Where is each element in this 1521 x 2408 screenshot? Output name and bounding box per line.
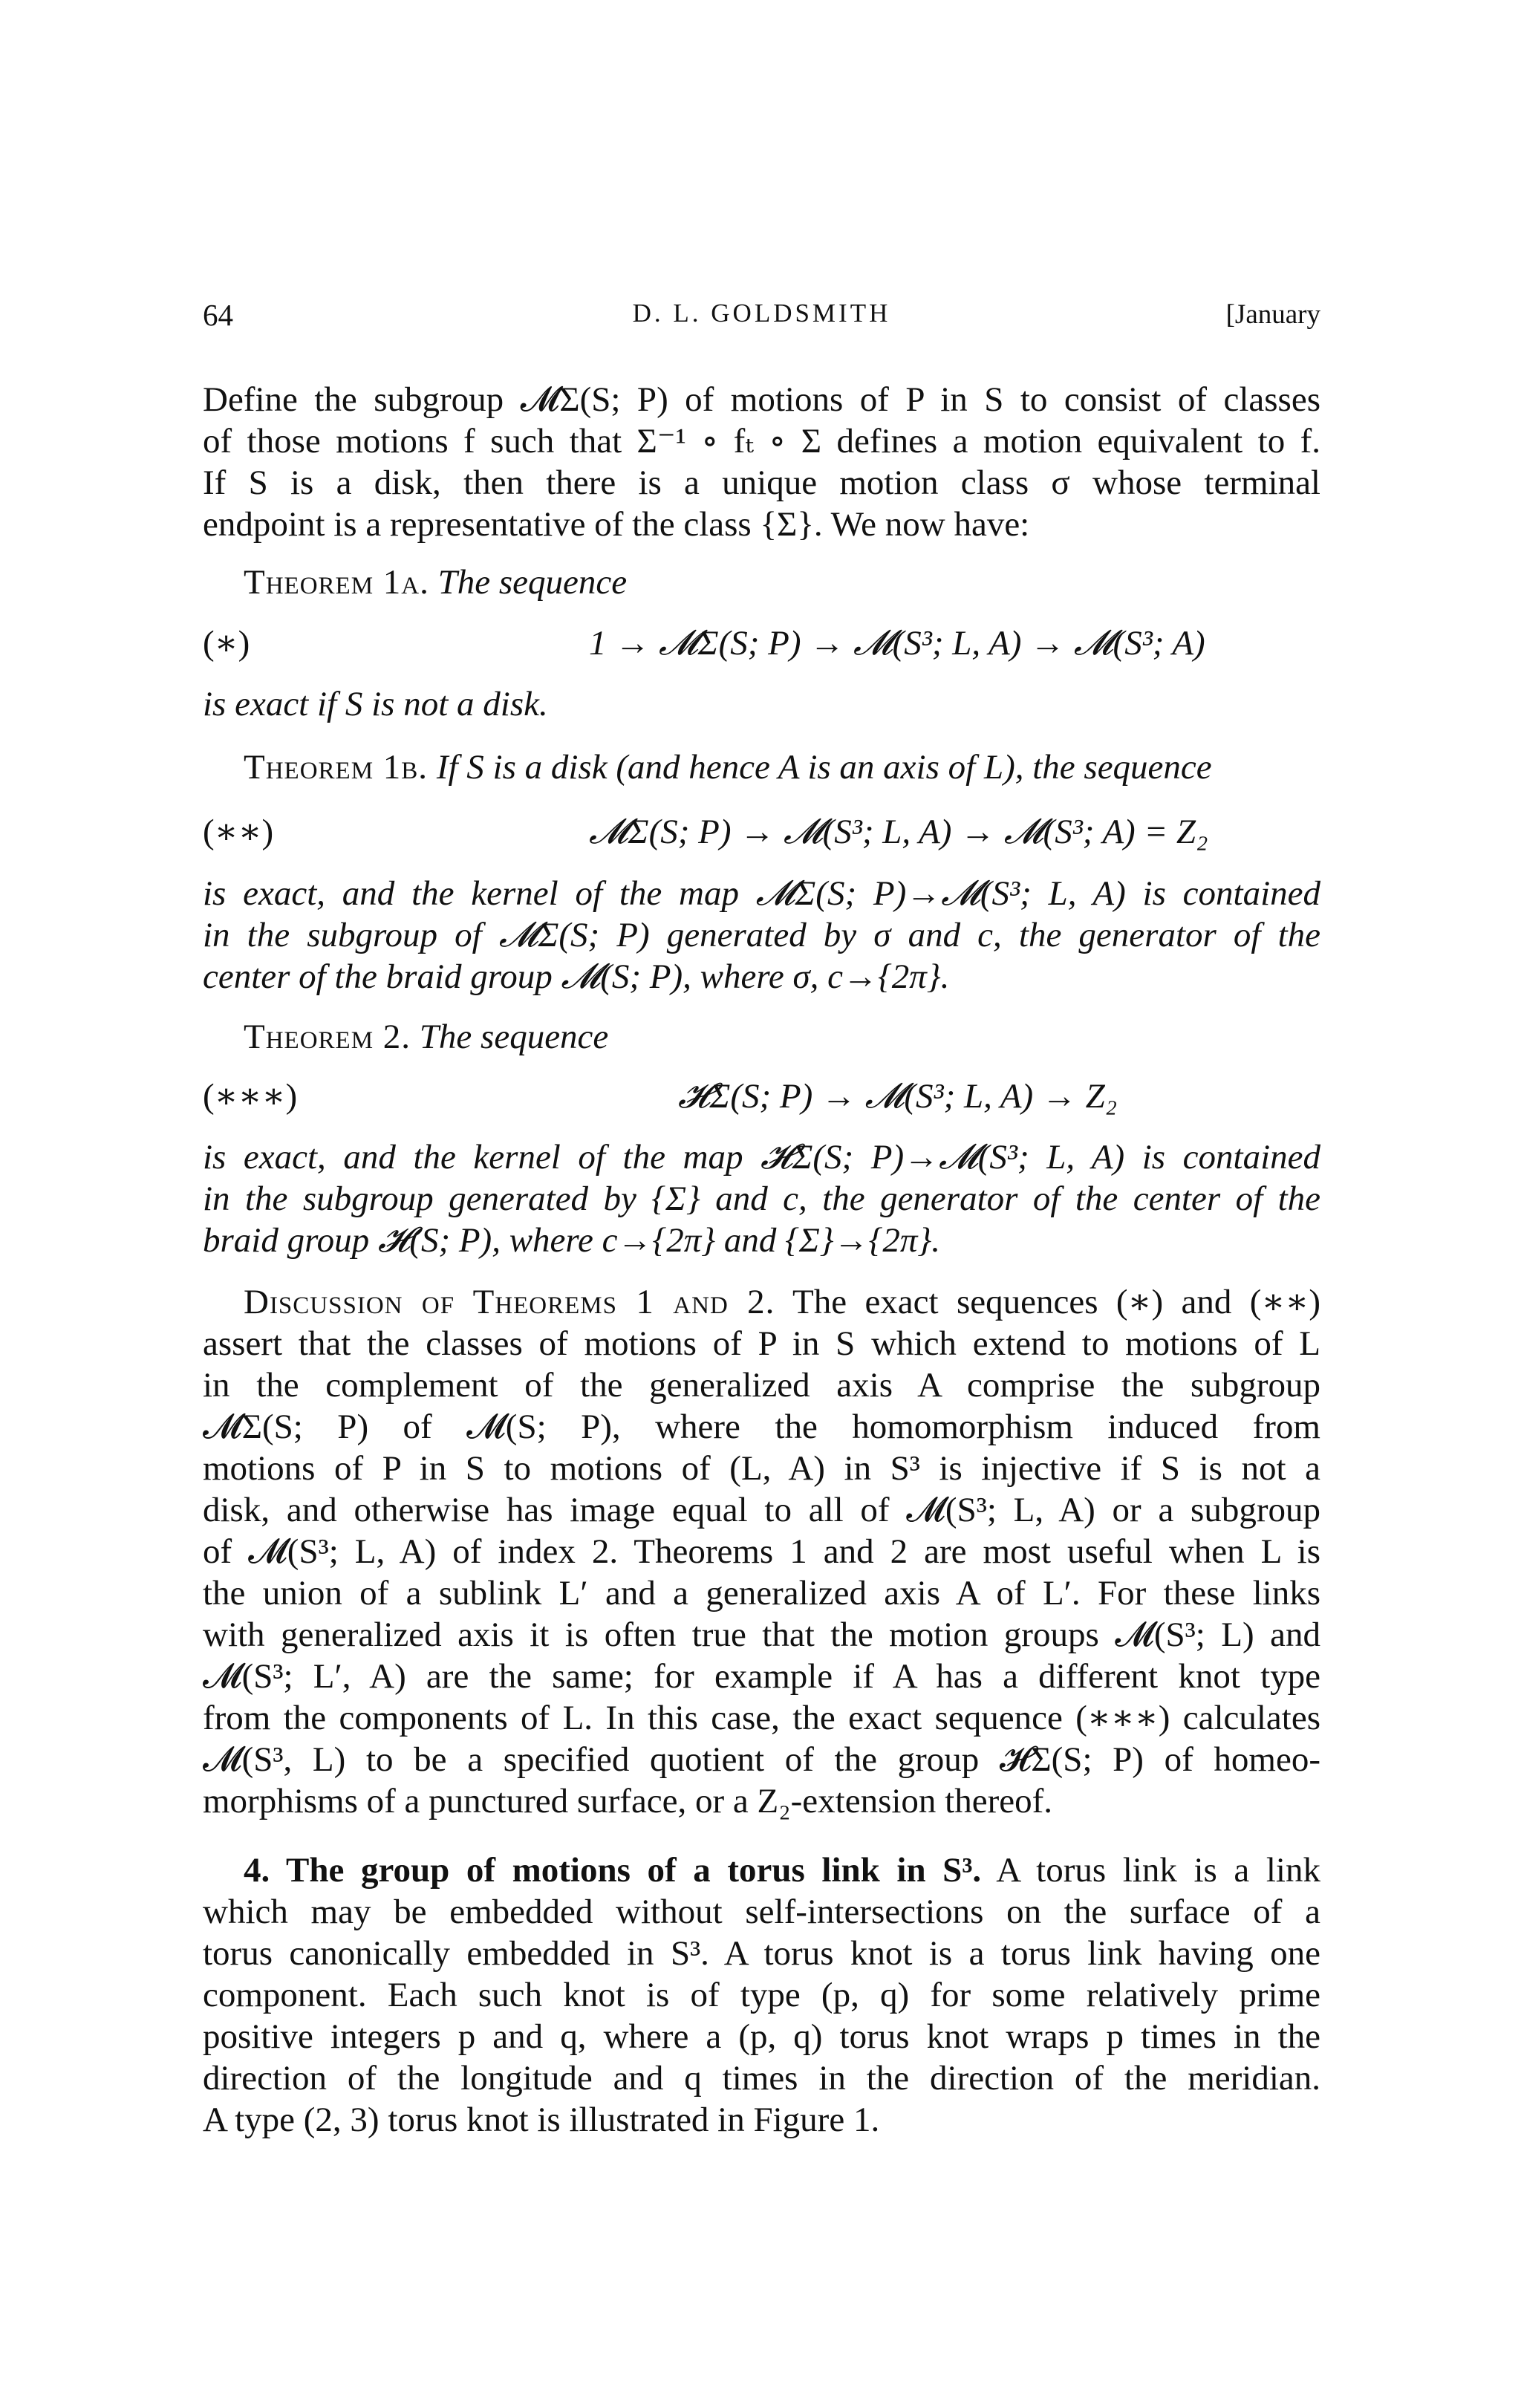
text-line: A type (2, 3) torus knot is illustrated in Figure 1. bbox=[203, 2101, 880, 2139]
text-line bbox=[203, 1849, 1320, 1891]
page-number: 64 bbox=[203, 298, 233, 332]
theorem-1b-conclusion bbox=[203, 873, 1320, 998]
text-line bbox=[203, 1281, 1320, 1323]
equation-tag: (∗∗) bbox=[203, 813, 274, 851]
theorem-1a-heading-line bbox=[244, 562, 627, 603]
theorem-1a-label: Theorem 1a. bbox=[244, 563, 429, 602]
page-header bbox=[203, 297, 1320, 342]
text-line: positive integers p and q, where a (p, q) torus knot wraps p times in the bbox=[203, 2017, 1320, 2056]
theorem-2-statement: The sequence bbox=[419, 1018, 609, 1056]
theorem-1b-label: Theorem 1b. bbox=[244, 748, 429, 787]
text-line: from the components of L. In this case, the exact sequence (∗∗∗) calculates bbox=[203, 1699, 1320, 1737]
equation-body: 1 → 𝓜Σ(S; P) → 𝓜(S³; L, A) → 𝓜(S³; A) bbox=[589, 624, 1205, 663]
text-line: assert that the classes of motions of P in S which extend to motions of L bbox=[203, 1324, 1320, 1363]
text-line: direction of the longitude and q times in the direction of the meridian. bbox=[203, 2059, 1320, 2098]
text-line: of 𝓜(S³; L, A) of index 2. Theorems 1 and 2 are most useful when L is bbox=[203, 1532, 1320, 1571]
section-4-text: A torus link is a link bbox=[996, 1851, 1320, 1890]
text-line: in the complement of the generalized axis A comprise the subgroup bbox=[203, 1366, 1320, 1405]
text-line: is exact, and the kernel of the map 𝓗Σ(S; P)→𝓜(S³; L, A) is contained bbox=[203, 1138, 1320, 1177]
running-date: [January bbox=[1225, 299, 1320, 330]
text-line: 𝓜(S³, L) to be a specified quotient of the group 𝓗Σ(S; P) of homeo- bbox=[203, 1740, 1320, 1779]
theorem-2-heading-line bbox=[244, 1016, 608, 1058]
discussion-paragraph bbox=[203, 1281, 1320, 1822]
text-line: in the subgroup generated by {Σ} and c, the generator of the center of the bbox=[203, 1179, 1320, 1218]
text-line: which may be embedded without self-intersections on the surface of a bbox=[203, 1893, 1320, 1931]
text-line: center of the braid group 𝓜(S; P), where σ, c→{2π}. bbox=[203, 957, 950, 996]
section-4-heading: 4. The group of motions of a torus link in S³. bbox=[244, 1851, 982, 1890]
discussion-text: The exact sequences (∗) and (∗∗) bbox=[792, 1283, 1320, 1321]
text-line: in the subgroup of 𝓜Σ(S; P) generated by σ and c, the generator of the bbox=[203, 916, 1320, 954]
section-4-paragraph bbox=[203, 1849, 1320, 2141]
equation-body: 𝓗Σ(S; P) → 𝓜(S³; L, A) → Z₂ bbox=[678, 1077, 1118, 1116]
text-line: the union of a sublink L′ and a generalized axis A of L′. For these links bbox=[203, 1574, 1320, 1613]
theorem-1a-conclusion bbox=[203, 683, 1320, 725]
equation-body: 𝓜Σ(S; P) → 𝓜(S³; L, A) → 𝓜(S³; A) = Z₂ bbox=[589, 813, 1208, 851]
text-line: with generalized axis it is often true that the motion groups 𝓜(S³; L) and bbox=[203, 1615, 1320, 1654]
theorem-2-label: Theorem 2. bbox=[244, 1018, 411, 1056]
text-line: morphisms of a punctured surface, or a Z₂-extension thereof. bbox=[203, 1782, 1052, 1820]
equation-tag: (∗) bbox=[203, 624, 250, 663]
equation-star bbox=[203, 622, 1320, 664]
theorem-2-conclusion bbox=[203, 1136, 1320, 1261]
text-line: If S is a disk, then there is a unique motion class σ whose terminal bbox=[203, 463, 1320, 502]
paragraph-definition bbox=[203, 379, 1320, 545]
text-line: 𝓜(S³; L′, A) are the same; for example if A has a different knot type bbox=[203, 1657, 1320, 1696]
text-line: motions of P in S to motions of (L, A) in S³ is injective if S is not a bbox=[203, 1449, 1320, 1488]
text-line: Define the subgroup 𝓜Σ(S; P) of motions of P in S to consist of classes bbox=[203, 380, 1320, 419]
text-line: is exact if S is not a disk. bbox=[203, 685, 548, 723]
theorem-1b-statement: If S is a disk (and hence A is an axis of L), the sequence bbox=[436, 748, 1212, 787]
equation-tag: (∗∗∗) bbox=[203, 1077, 298, 1116]
discussion-heading: Discussion of Theorems 1 and 2. bbox=[244, 1283, 775, 1321]
text-line: braid group 𝓗(S; P), where c→{2π} and {Σ}→{2π}. bbox=[203, 1221, 940, 1260]
text-line: torus canonically embedded in S³. A torus knot is a torus link having one bbox=[203, 1934, 1320, 1973]
text-line: 𝓜Σ(S; P) of 𝓜(S; P), where the homomorphism induced from bbox=[203, 1408, 1320, 1446]
running-author: D. L. GOLDSMITH bbox=[632, 299, 891, 328]
text-line: endpoint is a representative of the class {Σ}. We now have: bbox=[203, 505, 1030, 544]
equation-triple-star bbox=[203, 1076, 1320, 1117]
text-line: component. Each such knot is of type (p, q) for some relatively prime bbox=[203, 1976, 1320, 2014]
text-line: of those motions f such that Σ⁻¹ ∘ fₜ ∘ Σ defines a motion equivalent to f. bbox=[203, 422, 1320, 461]
theorem-1b-heading-line bbox=[244, 746, 1320, 788]
text-line: disk, and otherwise has image equal to all of 𝓜(S³; L, A) or a subgroup bbox=[203, 1491, 1320, 1529]
theorem-1a-statement: The sequence bbox=[437, 563, 628, 602]
text-line: is exact, and the kernel of the map 𝓜Σ(S; P)→𝓜(S³; L, A) is contained bbox=[203, 874, 1320, 913]
equation-double-star bbox=[203, 811, 1320, 853]
